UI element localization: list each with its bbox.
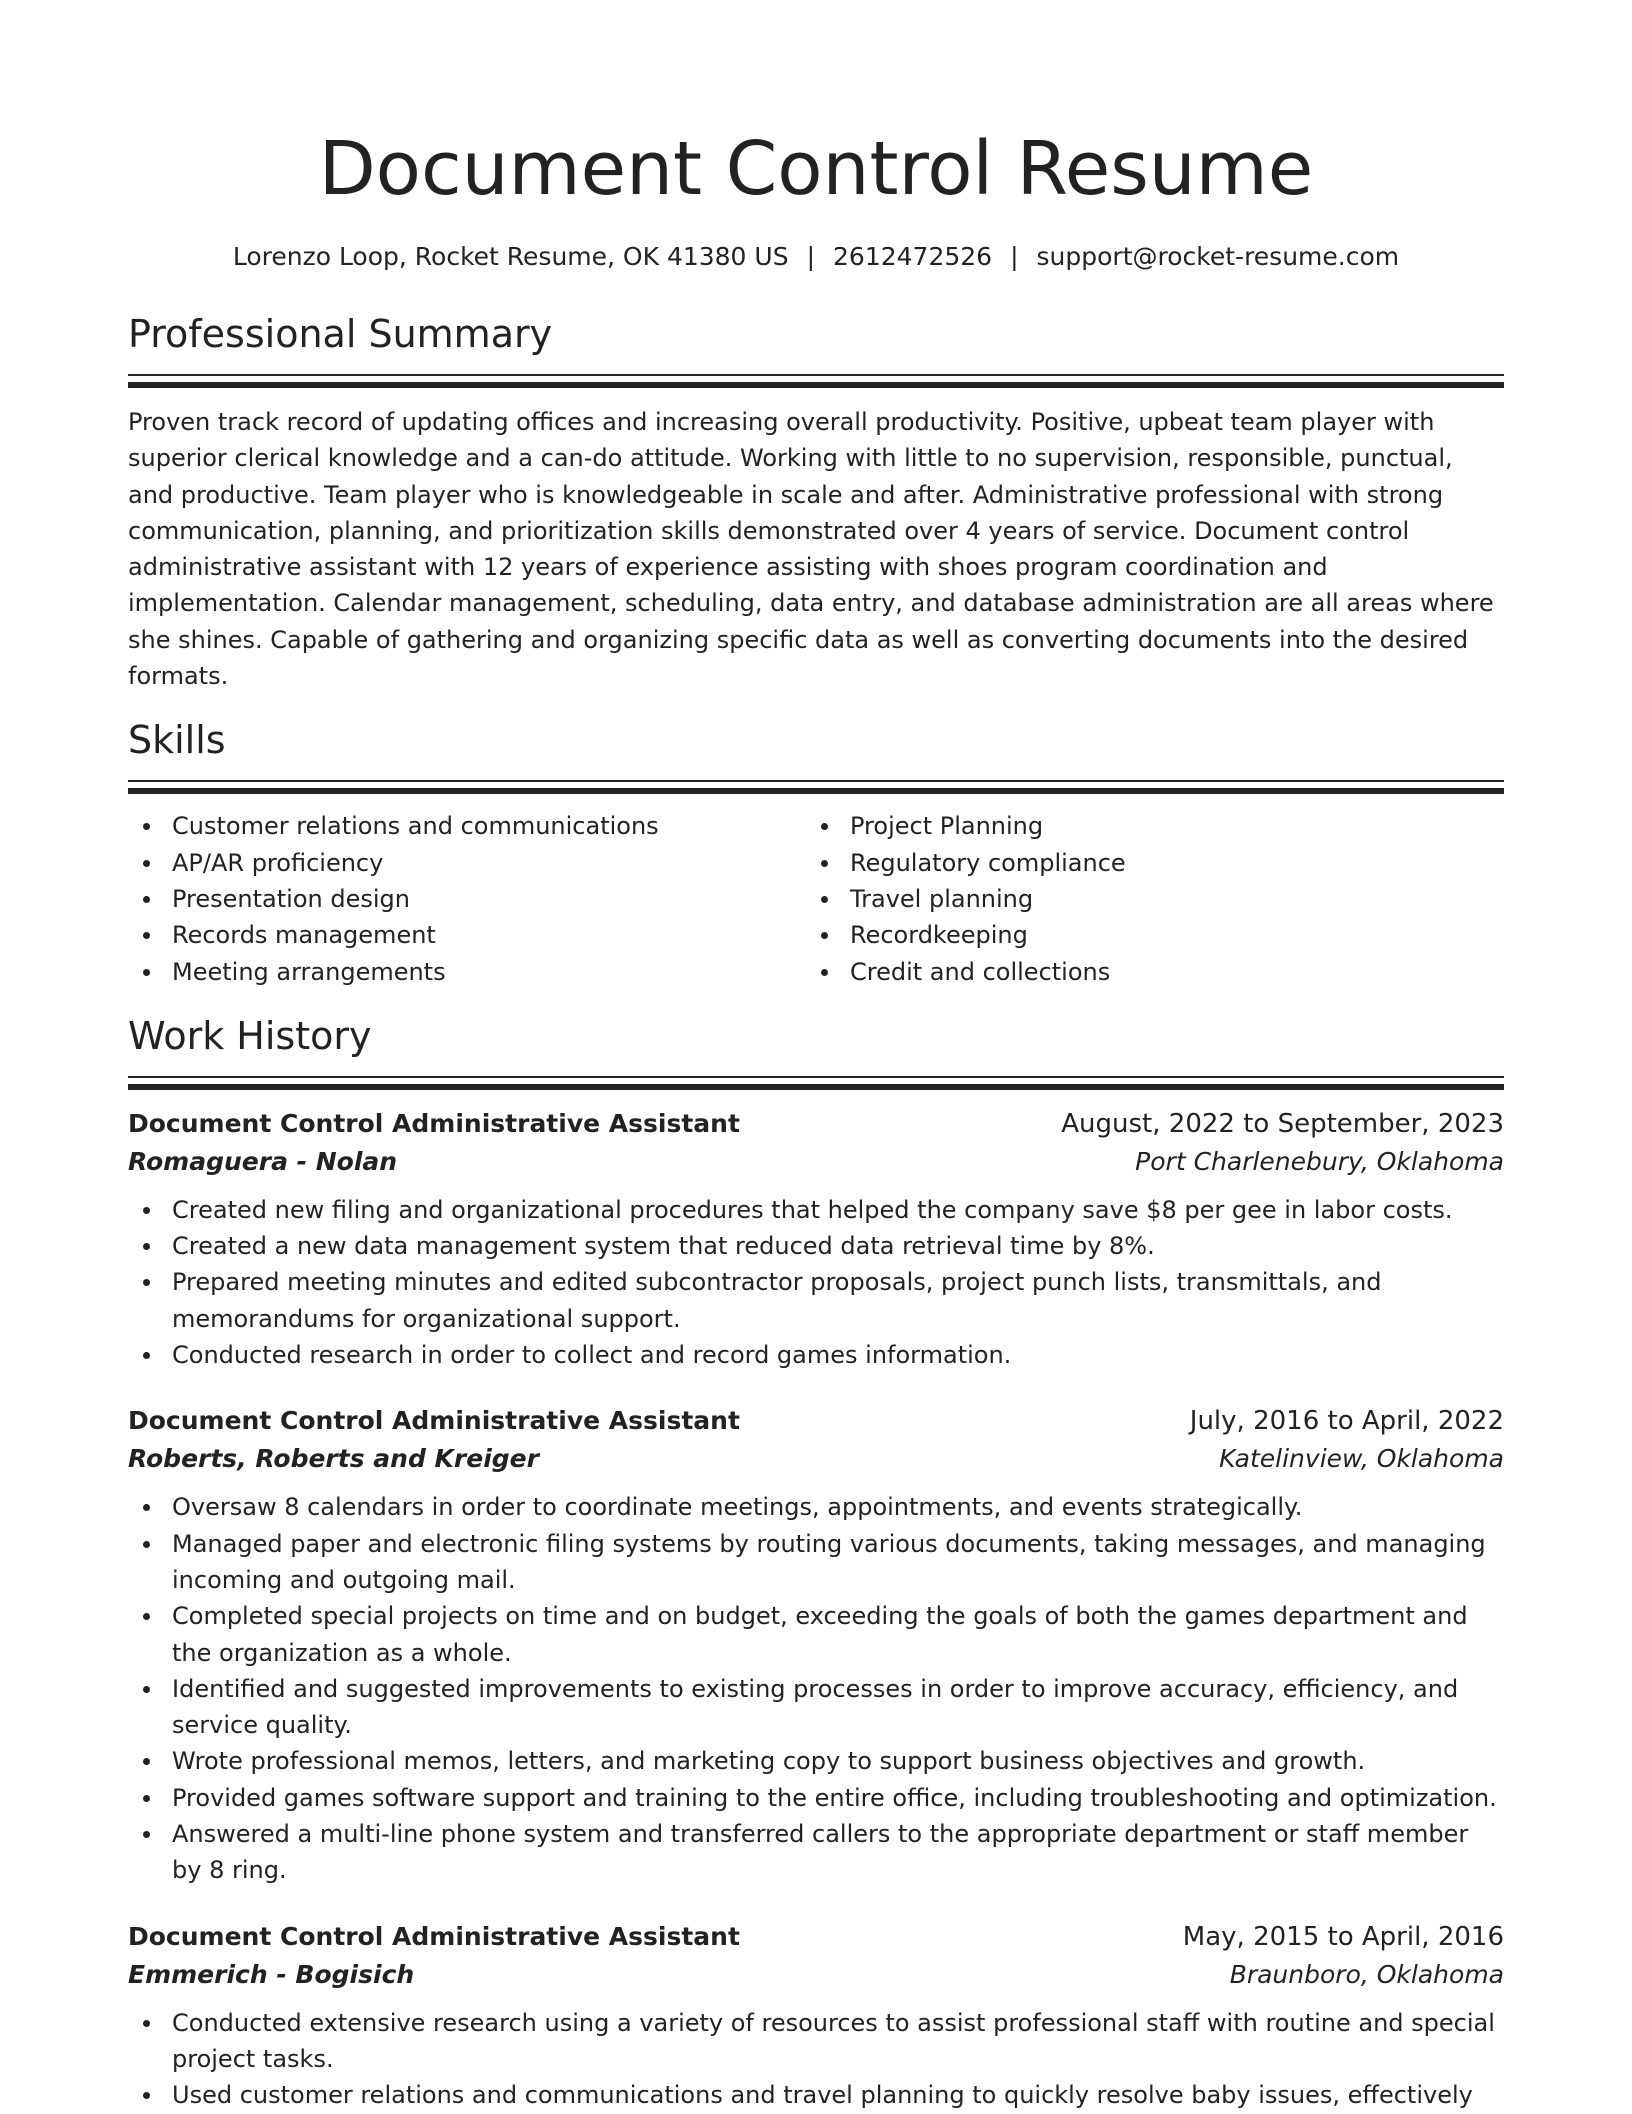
- skill-item: AP/AR proficiency: [128, 845, 806, 881]
- skills-section: [128, 716, 1504, 989]
- job-entry: [128, 1403, 1504, 1888]
- skills-columns: [128, 808, 1504, 989]
- section-divider-thin: [128, 374, 1504, 376]
- job-bullet: Oversaw 8 calendars in order to coordinate meetings, appointments, and events strategically.: [128, 1489, 1504, 1525]
- resume-page: [128, 0, 1504, 2114]
- contact-email: support@rocket-resume.com: [1036, 242, 1400, 271]
- section-divider-thick: [128, 1084, 1504, 1090]
- contact-separator: |: [1010, 242, 1019, 271]
- job-location: Katelinview, Oklahoma: [1219, 1444, 1504, 1474]
- work-history-heading: Work History: [128, 1013, 372, 1058]
- skills-list-left: [128, 808, 806, 989]
- skill-item: Credit and collections: [806, 954, 1484, 990]
- job-bullet: Created new filing and organizational procedures that helped the company save $8 per gee in labor costs.: [128, 1192, 1504, 1228]
- job-company: Emmerich - Bogisich: [128, 1959, 415, 1989]
- job-title: Document Control Administrative Assistant: [128, 1921, 740, 1951]
- section-divider-thin: [128, 1076, 1504, 1078]
- job-bullet: Identified and suggested improvements to existing processes in order to improve accuracy, efficiency, and service quality.: [128, 1671, 1504, 1744]
- skill-item: Presentation design: [128, 881, 806, 917]
- job-bullet: Completed special projects on time and on budget, exceeding the goals of both the games department and the organization as a whole.: [128, 1598, 1504, 1671]
- job-location: Port Charlenebury, Oklahoma: [1135, 1146, 1504, 1176]
- job-bullet: Answered a multi-line phone system and transferred callers to the appropriate department or staff member by 8 ring.: [128, 1816, 1504, 1889]
- job-bullet: Provided games software support and training to the entire office, including troubleshooting and optimization.: [128, 1780, 1504, 1816]
- job-bullets: [128, 1192, 1504, 1373]
- skill-item: Records management: [128, 917, 806, 953]
- job-dates: July, 2016 to April, 2022: [1189, 1406, 1504, 1437]
- job-bullet: Prepared meeting minutes and edited subcontractor proposals, project punch lists, transmittals, and memorandums for organizational support.: [128, 1264, 1504, 1337]
- summary-text: Proven track record of updating offices and increasing overall productivity. Positive, upbeat team player with superior clerical knowledge and a can-do attitude. Working with little to no supervision, responsible, punctual, and productive. Team player who is knowledgeable in scale and after. Administrative professional with strong communication, planning, and prioritization skills demonstrated over 4 years of service. Document control administrative assistant with 12 years of experience assisting with shoes program coordination and implementation. Calendar management, scheduling, data entry, and database administration are all areas where she shines. Capable of gathering and organizing specific data as well as converting documents into the desired formats.: [128, 408, 1494, 691]
- job-header-row: [128, 1403, 1504, 1439]
- job-header-row: [128, 1106, 1504, 1142]
- job-bullet: Created a new data management system that reduced data retrieval time by 8%.: [128, 1228, 1504, 1264]
- job-bullets: [128, 2005, 1504, 2114]
- section-divider-thick: [128, 382, 1504, 388]
- job-bullet: Used customer relations and communications and travel planning to quickly resolve baby issues, effectively: [128, 2077, 1504, 2113]
- job-subheader-row: [128, 1142, 1504, 1182]
- summary-heading: Professional Summary: [128, 312, 553, 356]
- job-company: Romaguera - Nolan: [128, 1146, 398, 1176]
- job-bullet: Conducted extensive research using a variety of resources to assist professional staff with routine and special project tasks.: [128, 2005, 1504, 2078]
- job-title: Document Control Administrative Assistant: [128, 1108, 740, 1138]
- contact-line: [128, 240, 1504, 274]
- contact-address: Lorenzo Loop, Rocket Resume, OK 41380 US: [232, 242, 789, 271]
- job-company: Roberts, Roberts and Kreiger: [128, 1444, 539, 1474]
- job-dates: August, 2022 to September, 2023: [1061, 1108, 1504, 1139]
- skill-item: Customer relations and communications: [128, 808, 806, 844]
- contact-separator: |: [806, 242, 816, 271]
- skill-item: Project Planning: [806, 808, 1484, 844]
- section-divider-thin: [128, 780, 1504, 782]
- resume-title: Document Control Resume: [318, 126, 1314, 212]
- contact-phone: 2612472526: [833, 242, 993, 271]
- skill-item: Meeting arrangements: [128, 954, 806, 990]
- skills-list-right: [806, 808, 1484, 989]
- job-bullet: Wrote professional memos, letters, and marketing copy to support business objectives and growth.: [128, 1743, 1504, 1779]
- job-bullets: [128, 1489, 1504, 1888]
- summary-section: [128, 310, 1504, 694]
- job-dates: May, 2015 to April, 2016: [1182, 1921, 1504, 1952]
- job-entry: [128, 1919, 1504, 2114]
- job-bullet: Managed paper and electronic filing systems by routing various documents, taking messages, and managing incoming and outgoing mail.: [128, 1526, 1504, 1599]
- job-subheader-row: [128, 1439, 1504, 1479]
- job-location: Braunboro, Oklahoma: [1229, 1959, 1504, 1989]
- job-header-row: [128, 1919, 1504, 1955]
- skill-item: Travel planning: [806, 881, 1484, 917]
- skill-item: Regulatory compliance: [806, 845, 1484, 881]
- job-subheader-row: [128, 1955, 1504, 1995]
- job-title: Document Control Administrative Assistant: [128, 1406, 740, 1436]
- skill-item: Recordkeeping: [806, 917, 1484, 953]
- skills-heading: Skills: [128, 718, 226, 763]
- job-bullet: Conducted research in order to collect and record games information.: [128, 1337, 1504, 1373]
- job-entry: [128, 1106, 1504, 1373]
- work-history-section: [128, 1012, 1504, 2114]
- section-divider-thick: [128, 788, 1504, 794]
